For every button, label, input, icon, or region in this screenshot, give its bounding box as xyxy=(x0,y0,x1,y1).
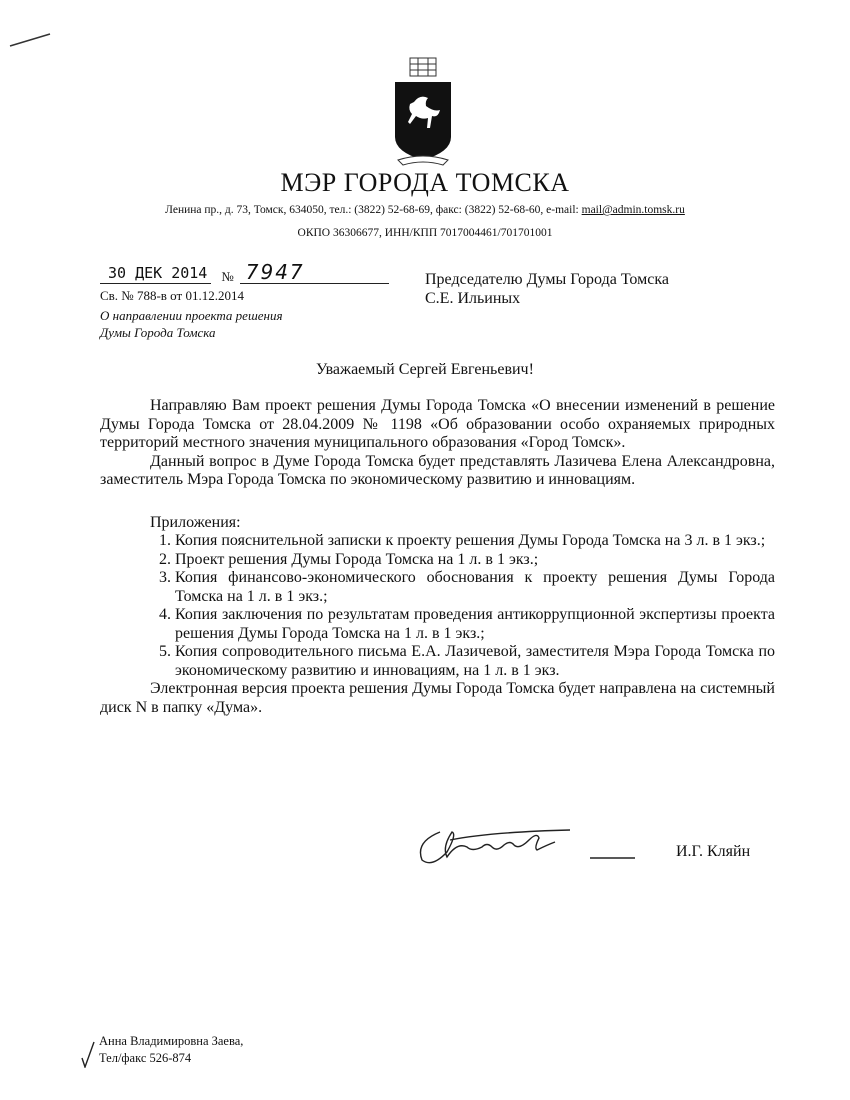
email-link[interactable]: mail@admin.tomsk.ru xyxy=(581,204,685,216)
org-title: МЭР ГОРОДА ТОМСКА xyxy=(280,168,570,197)
attachment-item: 5. Копия сопроводительного письма Е.А. Лазичевой, заместителя Мэра Города Томска по экономическому развитию и инновациям, на 1 л. в 1 экз. xyxy=(175,643,775,680)
signer-name: И.Г. Кляйн xyxy=(676,843,751,860)
recipient-name: С.Е. Ильиных xyxy=(425,290,521,307)
paragraph: Данный вопрос в Думе Города Томска будет представлять Лазичева Елена Александровна, заместитель Мэра Города Томска по экономическому развитию и инновациям. xyxy=(100,452,775,488)
org-codes: ОКПО 36306677, ИНН/КПП 7017004461/701701001 xyxy=(297,227,553,239)
check-mark xyxy=(80,1040,96,1068)
subject-line: О направлении проекта решения xyxy=(100,308,283,323)
attachment-item: 2. Проект решения Думы Города Томска на 1 л. в 1 экз.; xyxy=(175,551,775,570)
city-emblem xyxy=(388,56,458,168)
letter-body xyxy=(100,397,775,717)
recipient xyxy=(425,270,669,308)
address-text: Ленина пр., д. 73, Томск, 634050, тел.: (3822) 52-68-69, факс: (3822) 52-68-60, e-mail: xyxy=(165,204,582,216)
handwritten-signature xyxy=(410,820,650,870)
pen-mark xyxy=(8,30,53,50)
subject xyxy=(100,307,400,341)
contact-phone: Тел/факс 526-874 xyxy=(99,1051,192,1065)
subject-line: Думы Города Томска xyxy=(100,325,216,340)
attachments-heading: Приложения: xyxy=(150,513,241,531)
greeting: Уважаемый Сергей Евгеньевич! xyxy=(316,361,534,378)
date-number-row xyxy=(100,256,400,284)
paragraph: Направляю Вам проект решения Думы Города Томска «О внесении изменений в решение Думы Города Томска от 28.04.2009 № 1198 «Об образовании особо охраняемых природных территорий местного значения муниципального образования «Город Томск». xyxy=(100,397,775,451)
recipient-title: Председателю Думы Города Томска xyxy=(425,271,669,288)
attachment-item: 3. Копия финансово-экономического обоснования к проекту решения Думы Города Томска на 1 л. в 1 экз.; xyxy=(175,569,775,606)
date-stamp: 30 ДЕК 2014 xyxy=(100,264,211,284)
contact-name: Анна Владимировна Заева, xyxy=(99,1034,244,1048)
attachment-item: 4. Копия заключения по результатам проведения антикоррупционной экспертизы проекта решения Думы Города Томска на 1 л. в 1 экз.; xyxy=(175,606,775,643)
letter-meta xyxy=(100,256,400,341)
attachments xyxy=(150,514,775,681)
closing-paragraph: Электронная версия проекта решения Думы Города Томска будет направлена на системный диск N в папку «Дума». xyxy=(100,680,775,716)
org-address xyxy=(0,203,850,217)
contact-footer xyxy=(99,1033,243,1067)
registration-number: 7947 xyxy=(240,261,389,284)
attachment-item: 1. Копия пояснительной записки к проекту решения Думы Города Томска на 3 л. в 1 экз.; xyxy=(175,532,775,551)
number-label: № xyxy=(221,269,234,284)
reference-line: Св. № 788-в от 01.12.2014 xyxy=(100,288,244,303)
